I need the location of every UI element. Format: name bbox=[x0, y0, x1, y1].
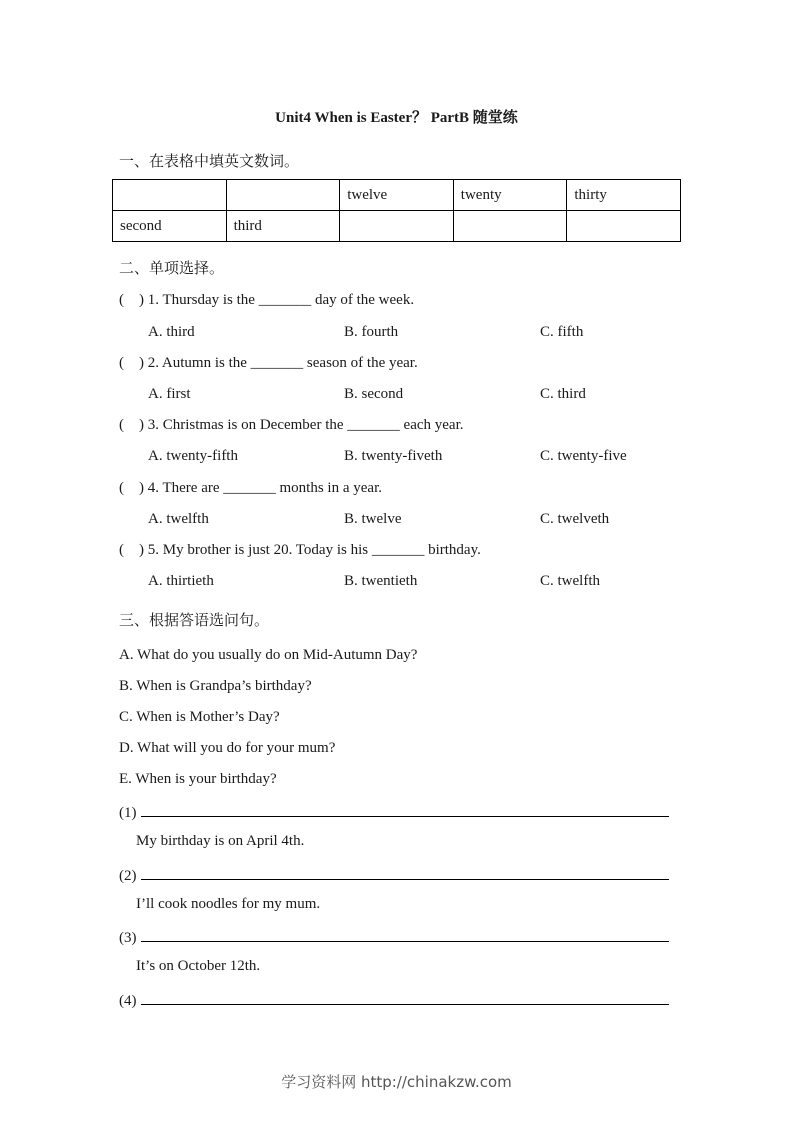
answer-row-2 bbox=[119, 865, 669, 885]
question-stem: ( ) 5. My brother is just 20. Today is his _______ birthday. bbox=[119, 542, 481, 558]
answer-blank[interactable] bbox=[141, 865, 669, 880]
option-c[interactable]: C. twelfth bbox=[540, 573, 600, 589]
choice-e: E. When is your birthday? bbox=[119, 771, 277, 787]
section3-heading: 三、根据答语选问句。 bbox=[119, 611, 270, 629]
page-title: Unit4 When is Easter？ PartB 随堂练 bbox=[275, 110, 518, 126]
reply-text: My birthday is on April 4th. bbox=[136, 833, 305, 849]
option-b[interactable]: B. second bbox=[344, 386, 404, 402]
answer-blank[interactable] bbox=[141, 927, 669, 942]
table-row bbox=[113, 211, 681, 242]
section1-heading: 一、在表格中填英文数词。 bbox=[119, 152, 300, 170]
answer-number: (4) bbox=[119, 993, 137, 1009]
answer-row-4 bbox=[119, 990, 669, 1010]
footer-watermark: 学习资料网 http://chinakzw.com bbox=[281, 1073, 512, 1091]
answer-number: (2) bbox=[119, 868, 137, 884]
option-a[interactable]: A. twenty-fifth bbox=[148, 448, 238, 464]
question-stem: ( ) 2. Autumn is the _______ season of the year. bbox=[119, 355, 418, 371]
table-cell: third bbox=[226, 211, 340, 242]
table-cell: twenty bbox=[453, 180, 567, 211]
option-a[interactable]: A. twelfth bbox=[148, 511, 209, 527]
question-stem: ( ) 4. There are _______ months in a year. bbox=[119, 480, 382, 496]
option-b[interactable]: B. twenty-fiveth bbox=[344, 448, 443, 464]
ordinal-table bbox=[112, 179, 681, 242]
table-cell[interactable] bbox=[453, 211, 567, 242]
option-b[interactable]: B. twelve bbox=[344, 511, 402, 527]
option-a[interactable]: A. third bbox=[148, 324, 195, 340]
option-c[interactable]: C. twenty-five bbox=[540, 448, 627, 464]
table-row bbox=[113, 180, 681, 211]
answer-number: (1) bbox=[119, 805, 137, 821]
answer-row-3 bbox=[119, 927, 669, 947]
table-cell[interactable] bbox=[226, 180, 340, 211]
option-b[interactable]: B. fourth bbox=[344, 324, 399, 340]
option-a[interactable]: A. thirtieth bbox=[148, 573, 214, 589]
answer-number: (3) bbox=[119, 930, 137, 946]
option-b[interactable]: B. twentieth bbox=[344, 573, 418, 589]
section2-heading: 二、单项选择。 bbox=[119, 259, 225, 277]
answer-row-1 bbox=[119, 802, 669, 822]
choice-a: A. What do you usually do on Mid-Autumn Day? bbox=[119, 647, 418, 663]
choice-c: C. When is Mother’s Day? bbox=[119, 709, 280, 725]
option-c[interactable]: C. fifth bbox=[540, 324, 584, 340]
question-stem: ( ) 1. Thursday is the _______ day of the week. bbox=[119, 292, 415, 308]
table-cell[interactable] bbox=[113, 180, 227, 211]
table-cell: twelve bbox=[340, 180, 454, 211]
table-cell[interactable] bbox=[340, 211, 454, 242]
table-cell[interactable] bbox=[567, 211, 681, 242]
question-stem: ( ) 3. Christmas is on December the _______ each year. bbox=[119, 417, 464, 433]
reply-text: It’s on October 12th. bbox=[136, 958, 261, 974]
choice-d: D. What will you do for your mum? bbox=[119, 740, 336, 756]
reply-text: I’ll cook noodles for my mum. bbox=[136, 896, 321, 912]
choice-b: B. When is Grandpa’s birthday? bbox=[119, 678, 312, 694]
option-a[interactable]: A. first bbox=[148, 386, 191, 402]
answer-blank[interactable] bbox=[141, 802, 669, 817]
table-cell: second bbox=[113, 211, 227, 242]
option-c[interactable]: C. twelveth bbox=[540, 511, 610, 527]
answer-blank[interactable] bbox=[141, 990, 669, 1005]
table-cell: thirty bbox=[567, 180, 681, 211]
option-c[interactable]: C. third bbox=[540, 386, 586, 402]
